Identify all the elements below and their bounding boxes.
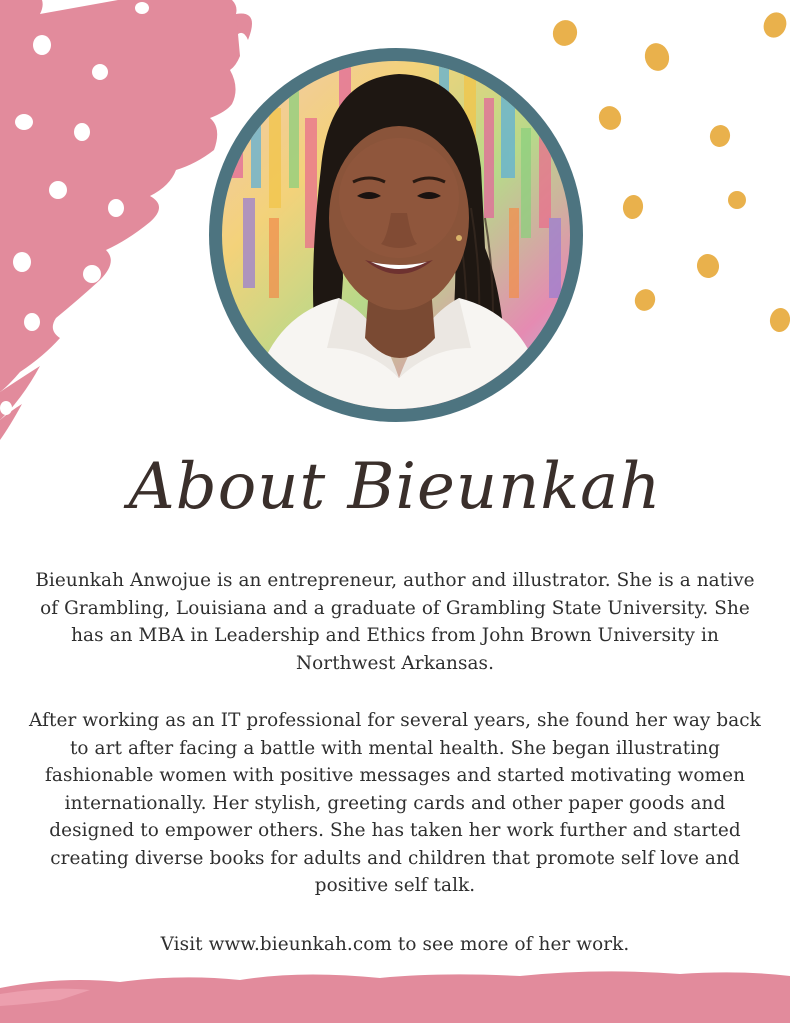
gold-dots — [549, 9, 790, 334]
portrait-photo — [209, 48, 583, 422]
pink-brush-bottom — [0, 971, 790, 1023]
bio-paragraph-website: Visit www.bieunkah.com to see more of her work. — [160, 934, 630, 955]
page-title-text: About Bieunkah — [128, 450, 662, 524]
page-title — [0, 400, 790, 560]
bio-paragraph-career: After working as an IT professional for several years, she found her way back to art after facing a battle with mental health. She began illustrating fashionable women with positive messages and started motivating women internationally. Her stylish, greeting cards and other paper goods and designed to empower others. She has taken her work further and started creating diverse books for adults and children that promote self love and positive self talk. — [29, 710, 761, 896]
bio-paragraph-intro: Bieunkah Anwojue is an entrepreneur, author and illustrator. She is a native of Grambling, Louisiana and a graduate of Grambling State University. She has an MBA in Leadership and Ethics from John Brown University in Northwest Arkansas. — [35, 570, 755, 674]
portrait — [209, 48, 583, 422]
